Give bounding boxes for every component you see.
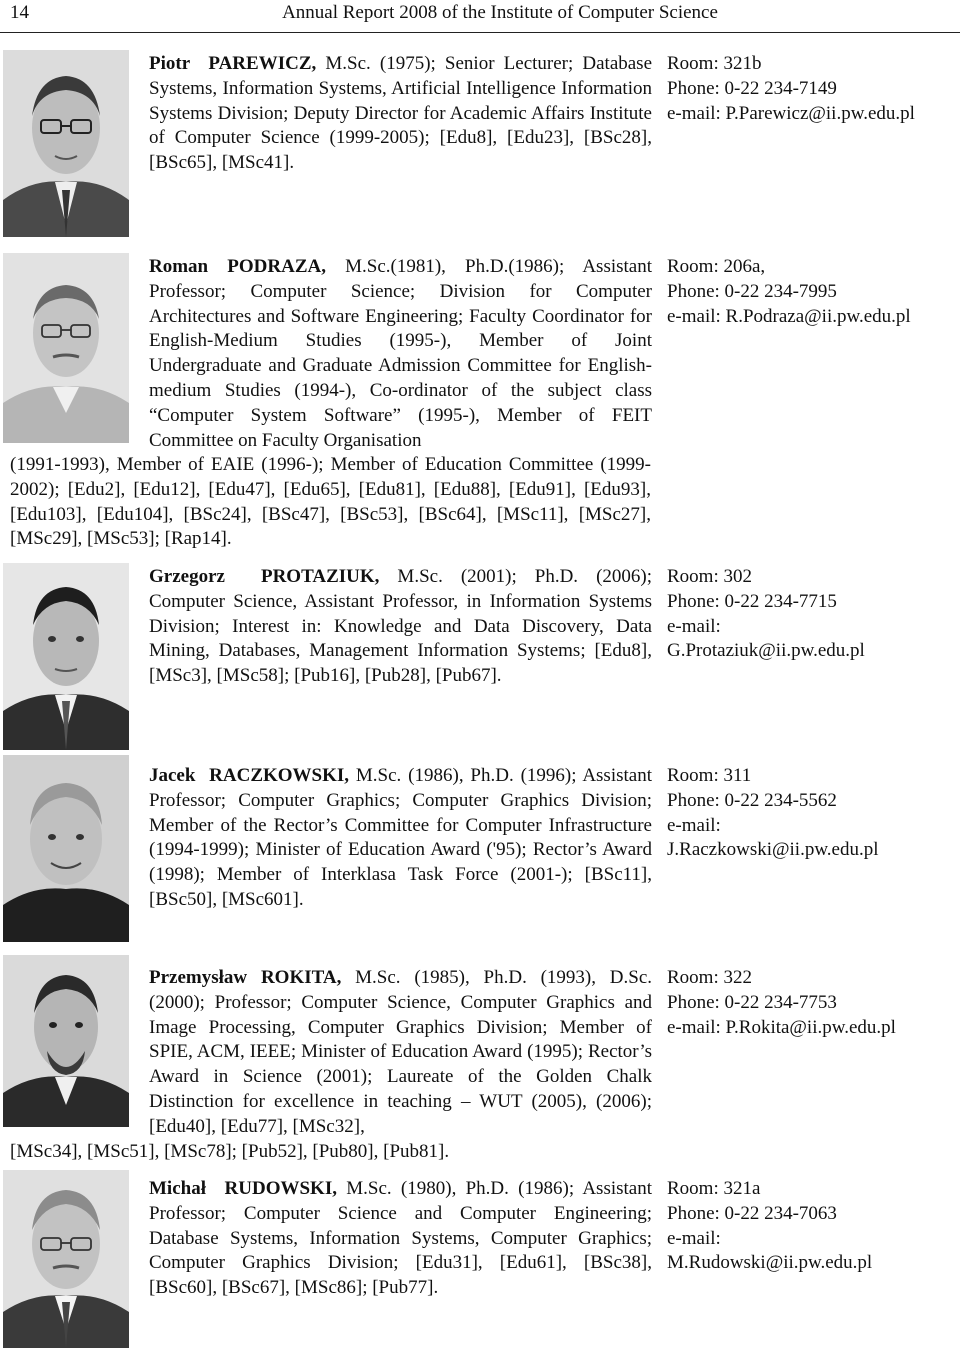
page-header [0,0,960,26]
email-address[interactable]: e-mail: P.Rokita@ii.pw.edu.pl [667,1016,896,1038]
email-address[interactable]: e-mail: P.Parewicz@ii.pw.edu.pl [667,102,915,124]
email-address[interactable]: e-mail: R.Podraza@ii.pw.edu.pl [667,305,911,327]
contact-block [667,255,957,329]
staff-last-name: RUDOWSKI, [224,1178,337,1199]
email-address[interactable]: J.Raczkowski@ii.pw.edu.pl [667,839,879,861]
staff-bio [149,966,652,1140]
staff-bio-text: M.Sc. (1985), Ph.D. (1993), D.Sc. (2000); Professor; Computer Science, Computer Graphics and Image Processing, Computer Graphics Division; Member of SPIE, ACM, IEEE; Minister of Education Award (1995); Rector’s Award in Science (2001); Laureate of the Golden Chalk Distinction for excellence in teaching – WUT (2005), (2006); [Edu40], [Edu77], [MSc32], [149,967,653,1137]
staff-first-name: Roman [149,256,209,277]
staff-bio [149,764,652,913]
phone-number: Phone: 0-22 234-7753 [667,991,837,1013]
staff-bio-text: M.Sc. (1975); Senior Lecturer; Database Systems, Information Systems, Artificial Intelligence Information Systems Division; Deputy Director for Academic Affairs Institute of Computer Science (1999-2005); [Edu8], [Edu23], [BSc28], [BSc65], [MSc41]. [149,53,653,174]
staff-bio [149,565,652,689]
room-number: Room: 322 [667,967,752,988]
portrait-photo [3,563,129,750]
portrait-photo [3,50,129,237]
room-number: Room: 311 [667,765,752,786]
contact-block [667,1177,957,1276]
portrait-photo [3,755,129,942]
staff-bio [149,255,652,453]
staff-last-name: RACZKOWSKI, [209,765,350,786]
staff-bio [149,1177,652,1301]
staff-bio-text: M.Sc. (2001); Ph.D. (2006); Computer Science, Assistant Professor, in Information Systems Division; Interest in: Knowledge and Data Discovery, Data Mining, Databases, Management Information Systems; [Edu8], [MSc3], [MSc58]; [Pub16], [Pub28], [Pub67]. [149,566,653,687]
room-number: Room: 321b [667,53,762,74]
portrait-photo [3,253,129,443]
staff-first-name: Przemysław [149,967,248,988]
email-label: e-mail: [667,615,721,637]
room-number: Room: 321a [667,1178,761,1199]
contact-block [667,966,957,1040]
staff-bio-continuation: [MSc34], [MSc51], [MSc78]; [Pub52], [Pub80], [Pub81]. [10,1141,450,1162]
staff-first-name: Jacek [149,765,196,786]
staff-bio-continuation: (1991-1993), Member of EAIE (1996-); Member of Education Committee (1999-2002); [Edu2], [Edu12], [Edu47], [Edu65], [Edu81], [Edu88], [Edu91], [Edu93], [Edu103], [Edu104], [BSc24], [BSc47], [BSc53], [BSc64], [MSc11], [MSc27], [MSc29], [MSc53]; [Rap14]. [10,454,651,550]
phone-number: Phone: 0-22 234-5562 [667,789,837,811]
email-label: e-mail: [667,814,721,836]
staff-last-name: ROKITA, [260,967,342,988]
staff-first-name: Piotr [149,53,191,74]
room-number: Room: 206a, [667,256,766,277]
phone-number: Phone: 0-22 234-7149 [667,77,837,99]
staff-last-name: PAREWICZ, [208,53,317,74]
staff-last-name: PROTAZIUK, [260,566,380,587]
email-address[interactable]: M.Rudowski@ii.pw.edu.pl [667,1252,873,1274]
staff-first-name: Michał [149,1178,206,1199]
staff-bio-text: M.Sc.(1981), Ph.D.(1986); Assistant Professor; Computer Science; Division for Computer Architectures and Software Engineering; Faculty Coordinator for English-Medium Studies (1995-), Member of Joint Undergraduate and Graduate Admission Committee for English-medium Studies (1994-), Co-ordinator of the subject class “Computer System Software” (1995-), Member of FEIT Committee on Faculty Organisation [149,256,653,451]
staff-bio [149,52,652,176]
report-title: Annual Report 2008 of the Institute of Computer Science [282,2,718,23]
email-address[interactable]: G.Protaziuk@ii.pw.edu.pl [667,640,865,662]
staff-bio-text: M.Sc. (1980), Ph.D. (1986); Assistant Professor; Computer Science and Computer Engineering; Database Systems, Information Systems, Computer Graphics; Computer Graphics Division; [Edu31], [Edu61], [BSc38], [BSc60], [BSc67], [MSc86]; [Pub77]. [149,1178,652,1299]
room-number: Room: 302 [667,566,752,587]
email-label: e-mail: [667,1227,721,1249]
portrait-photo [3,955,129,1127]
phone-number: Phone: 0-22 234-7995 [667,280,837,302]
staff-first-name: Grzegorz [149,566,225,587]
phone-number: Phone: 0-22 234-7063 [667,1202,837,1224]
staff-bio-text: M.Sc. (1986), Ph.D. (1996); Assistant Professor; Computer Graphics; Computer Graphics Division; Member of the Rector’s Committee for Computer Infrastructure (1994-1999); Minister of Education Award ('95); Rector’s Award (1998); Member of Interklasa Task Force (2001-); [BSc11], [BSc50], [MSc601]. [149,765,652,910]
portrait-photo [3,1170,129,1348]
phone-number: Phone: 0-22 234-7715 [667,590,837,612]
staff-last-name: PODRAZA, [227,256,326,277]
contact-block [667,764,957,863]
page-number: 14 [10,2,29,23]
contact-block [667,52,957,126]
header-rule [0,32,960,33]
contact-block [667,565,957,664]
